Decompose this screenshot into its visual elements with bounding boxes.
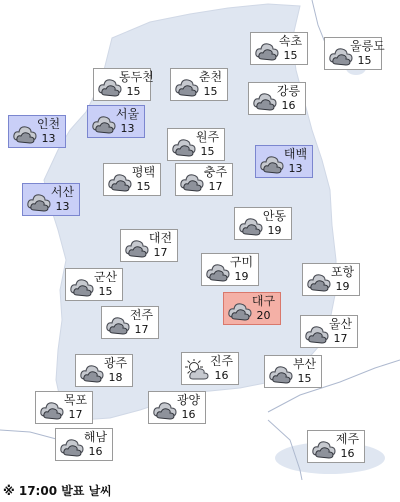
city-temperature: 15 bbox=[283, 49, 298, 62]
city-temperature: 18 bbox=[108, 371, 123, 384]
city-card bbox=[250, 32, 308, 65]
city-name: 충주 bbox=[203, 165, 228, 179]
city-temperature: 15 bbox=[357, 54, 372, 67]
city-card bbox=[234, 207, 292, 240]
city-card bbox=[324, 37, 385, 70]
city-card bbox=[87, 105, 145, 138]
city-temperature: 15 bbox=[200, 145, 215, 158]
city-temperature: 15 bbox=[203, 85, 218, 98]
city-temperature: 13 bbox=[41, 132, 56, 145]
city-temperature: 15 bbox=[98, 285, 113, 298]
city-card bbox=[300, 315, 358, 348]
city-temperature: 15 bbox=[297, 372, 312, 385]
city-temperature: 19 bbox=[234, 270, 249, 283]
city-temperature: 13 bbox=[288, 162, 303, 175]
city-name: 대전 bbox=[148, 231, 173, 245]
city-temperature: 17 bbox=[208, 180, 223, 193]
city-temperature: 15 bbox=[136, 180, 151, 193]
city-name: 울산 bbox=[328, 317, 353, 331]
city-card bbox=[22, 183, 80, 216]
city-temperature: 16 bbox=[88, 445, 103, 458]
city-name: 전주 bbox=[129, 308, 154, 322]
city-name: 해남 bbox=[83, 430, 108, 444]
city-card bbox=[35, 391, 93, 424]
city-name: 서울 bbox=[115, 107, 140, 121]
city-temperature: 16 bbox=[281, 99, 296, 112]
city-temperature: 13 bbox=[55, 200, 70, 213]
city-temperature: 17 bbox=[333, 332, 348, 345]
city-temperature: 16 bbox=[181, 408, 196, 421]
city-card bbox=[248, 82, 306, 115]
city-name: 원주 bbox=[195, 130, 220, 144]
city-temperature: 16 bbox=[340, 447, 355, 460]
city-card bbox=[148, 391, 206, 424]
city-card bbox=[93, 68, 154, 101]
city-card bbox=[101, 306, 159, 339]
city-name: 진주 bbox=[209, 354, 234, 368]
city-card bbox=[8, 115, 66, 148]
city-name: 인천 bbox=[36, 117, 61, 131]
city-name: 서산 bbox=[50, 185, 75, 199]
city-temperature: 17 bbox=[153, 246, 168, 259]
city-card bbox=[103, 163, 161, 196]
city-name: 군산 bbox=[93, 270, 118, 284]
city-card bbox=[120, 229, 178, 262]
city-temperature: 19 bbox=[335, 280, 350, 293]
city-name: 포항 bbox=[330, 265, 355, 279]
city-name: 안동 bbox=[262, 209, 287, 223]
city-name: 제주 bbox=[335, 432, 360, 446]
city-card bbox=[170, 68, 228, 101]
city-temperature: 13 bbox=[120, 122, 135, 135]
city-card bbox=[55, 428, 113, 461]
city-temperature: 15 bbox=[126, 85, 141, 98]
city-card bbox=[307, 430, 365, 463]
sea-boundary-line bbox=[0, 430, 60, 440]
city-card bbox=[302, 263, 360, 296]
city-card bbox=[201, 253, 259, 286]
city-name: 동두천 bbox=[119, 70, 154, 84]
city-temperature: 17 bbox=[134, 323, 149, 336]
city-name: 구미 bbox=[229, 255, 254, 269]
city-card bbox=[223, 292, 281, 325]
city-name: 울릉도 bbox=[350, 39, 385, 53]
city-card bbox=[167, 128, 225, 161]
city-temperature: 19 bbox=[267, 224, 282, 237]
city-name: 태백 bbox=[283, 147, 308, 161]
city-temperature: 16 bbox=[214, 369, 229, 382]
city-card bbox=[175, 163, 233, 196]
city-name: 광양 bbox=[176, 393, 201, 407]
city-name: 광주 bbox=[103, 356, 128, 370]
issue-time-note: ※ 17:00 발표 날씨 bbox=[0, 480, 400, 502]
city-name: 평택 bbox=[131, 165, 156, 179]
city-card bbox=[264, 355, 322, 388]
city-temperature: 20 bbox=[256, 309, 271, 322]
city-card bbox=[65, 268, 123, 301]
city-name: 목포 bbox=[63, 393, 88, 407]
city-temperature: 17 bbox=[68, 408, 83, 421]
city-card bbox=[181, 352, 239, 385]
city-name: 속초 bbox=[278, 34, 303, 48]
city-name: 강릉 bbox=[276, 84, 301, 98]
city-card bbox=[255, 145, 313, 178]
city-card bbox=[75, 354, 133, 387]
city-name: 대구 bbox=[251, 294, 276, 308]
city-name: 춘천 bbox=[198, 70, 223, 84]
city-name: 부산 bbox=[292, 357, 317, 371]
